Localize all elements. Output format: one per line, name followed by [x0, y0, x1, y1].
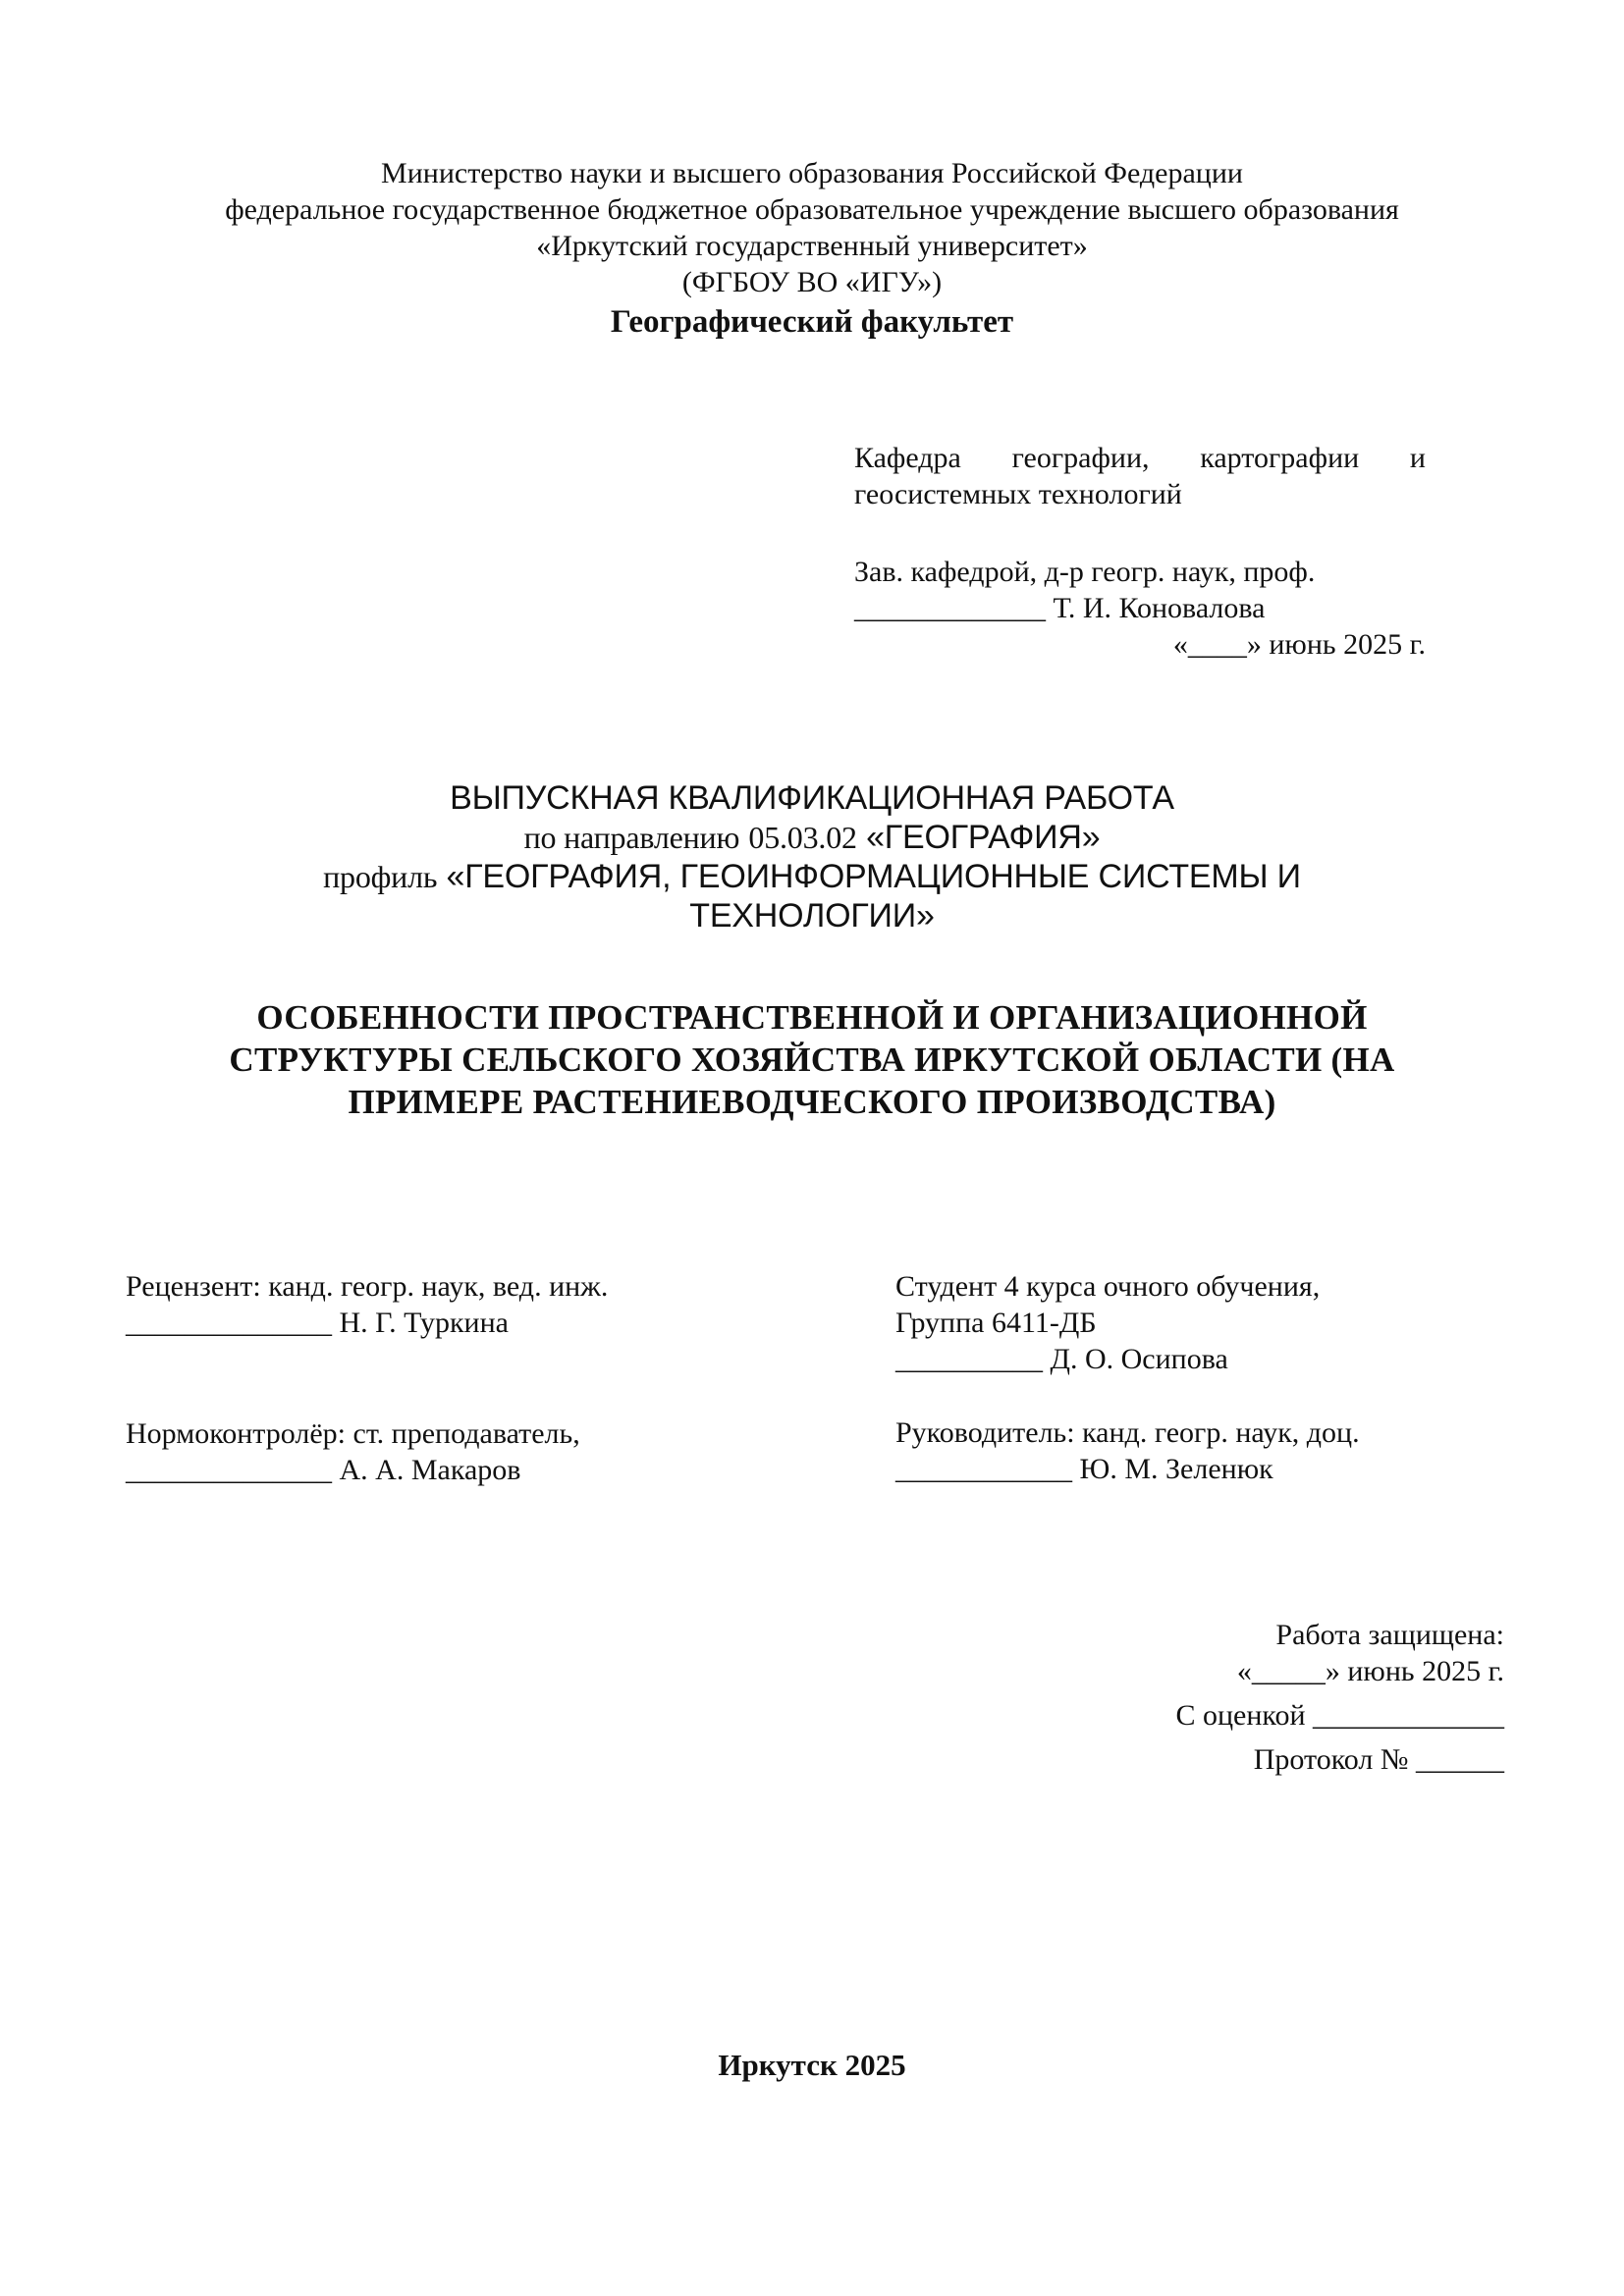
work-type: ВЫПУСКНАЯ КВАЛИФИКАЦИОННАЯ РАБОТА [450, 779, 1174, 817]
direction-line [177, 818, 1447, 857]
university-abbreviation: (ФГБОУ ВО «ИГУ») [681, 266, 943, 298]
department-approval [854, 440, 1426, 663]
defense-block [1080, 1617, 1504, 1778]
thesis-title-line3: ПРИМЕРЕ РАСТЕНИЕВОДЧЕСКОГО ПРОИЗВОДСТВА) [348, 1083, 1276, 1121]
work-type-block [177, 778, 1447, 935]
department-word: Кафедра [854, 442, 961, 474]
department-name-line2: геосистемных технологий [854, 478, 1182, 510]
normcontroller-signature: ______________ А. А. Макаров [126, 1454, 521, 1486]
direction-name: «ГЕОГРАФИЯ» [866, 819, 1101, 856]
ministry-name: Министерство науки и высшего образования Российской Федерации [381, 157, 1243, 189]
defense-status: Работа защищена: [1275, 1619, 1504, 1651]
department-head-signature: _____________ Т. И. Коновалова [854, 592, 1266, 624]
profile-name-line1: «ГЕОГРАФИЯ, ГЕОИНФОРМАЦИОННЫЕ СИСТЕМЫ И [446, 858, 1301, 895]
city-year: Иркутск 2025 [718, 2048, 906, 2082]
profile-name-line2: ТЕХНОЛОГИИ» [689, 897, 935, 934]
thesis-title-line1: ОСОБЕННОСТИ ПРОСТРАНСТВЕННОЙ И ОРГАНИЗАЦИОННОЙ [256, 998, 1368, 1037]
normcontroller-role: Нормоконтролёр: ст. преподаватель, [126, 1417, 580, 1450]
reviewer-role: Рецензент: канд. геогр. наук, вед. инж. [126, 1270, 609, 1303]
supervisor-signature: ____________ Ю. М. Зеленюк [895, 1453, 1273, 1485]
direction-prefix: по направлению [523, 820, 740, 855]
institution-header [118, 155, 1506, 344]
approval-date: «____» июнь 2025 г. [1172, 628, 1426, 661]
profile-line [177, 857, 1447, 896]
left-signatures [126, 1268, 734, 1488]
defense-protocol: Протокол № ______ [1253, 1743, 1504, 1776]
supervisor-role: Руководитель: канд. геогр. наук, доц. [895, 1416, 1360, 1449]
defense-date: «_____» июнь 2025 г. [1236, 1655, 1504, 1687]
student-signature: __________ Д. О. Осипова [895, 1343, 1228, 1375]
department-word: географии, [1011, 442, 1150, 474]
university-name: «Иркутский государственный университет» [536, 230, 1088, 262]
right-signatures [895, 1268, 1504, 1487]
faculty-name: Географический факультет [610, 304, 1014, 340]
profile-prefix: профиль [323, 859, 438, 894]
student-role: Студент 4 курса очного обучения, [895, 1270, 1321, 1303]
reviewer-signature: ______________ Н. Г. Туркина [126, 1307, 509, 1339]
defense-grade: С оценкой _____________ [1175, 1699, 1504, 1732]
department-head-title: Зав. кафедрой, д-р геогр. наук, проф. [854, 556, 1316, 588]
thesis-title-line2: СТРУКТУРЫ СЕЛЬСКОГО ХОЗЯЙСТВА ИРКУТСКОЙ ОБЛАСТИ (НА [229, 1041, 1395, 1079]
institution-type: федеральное государственное бюджетное образовательное учреждение высшего образования [225, 193, 1399, 226]
student-group: Группа 6411-ДБ [895, 1307, 1097, 1339]
department-word: картографии [1200, 442, 1360, 474]
direction-code: 05.03.02 [748, 820, 857, 855]
thesis-title [147, 996, 1477, 1123]
department-name-line1 [854, 440, 1426, 476]
department-word: и [1409, 442, 1426, 474]
